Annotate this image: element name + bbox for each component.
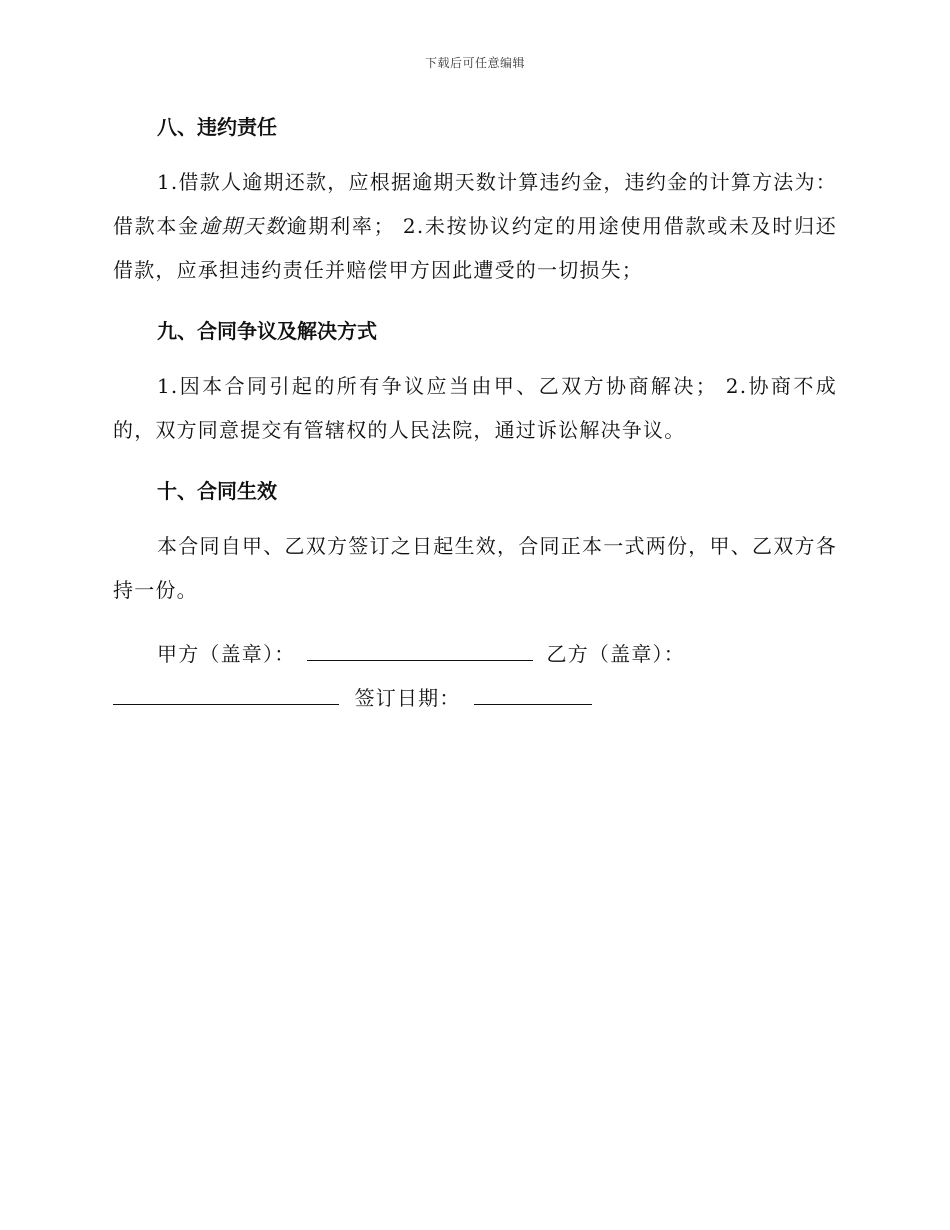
breach-text-part1: 1.借款人逾期还款，应根据逾期天数计算违约金，违约金的计算方法为：借款本金 xyxy=(113,170,837,238)
section-paragraph-dispute: 1.因本合同引起的所有争议应当由甲、乙双方协商解决； 2.协商不成的，双方同意提交有管辖权的人民法院，通过诉讼解决争议。 xyxy=(113,374,837,442)
section-heading-dispute: 九、合同争议及解决方式 xyxy=(157,319,377,343)
party-b-signature-line[interactable] xyxy=(113,682,339,705)
party-b-label: 乙方（盖章）： xyxy=(546,642,685,666)
signature-row-1 xyxy=(113,632,837,676)
date-label: 签订日期： xyxy=(354,686,461,710)
section-paragraph-effect: 本合同自甲、乙双方签订之日起生效，合同正本一式两份，甲、乙双方各持一份。 xyxy=(113,534,837,602)
party-a-signature-line[interactable] xyxy=(307,638,533,661)
breach-text-italic: 逾期天数 xyxy=(199,214,287,238)
party-a-label: 甲方（盖章）： xyxy=(157,642,296,666)
document-body xyxy=(113,108,837,720)
breach-text-part2: 逾期利率； 2.未按协议约定的用途使用借款或未及时归还借款，应承担违约责任并赔偿甲方因此遭受的一切损失； xyxy=(113,214,837,282)
signature-row-2 xyxy=(113,676,837,720)
date-line[interactable] xyxy=(474,682,592,705)
section-paragraph-breach xyxy=(113,160,837,292)
signature-block xyxy=(113,632,837,720)
page-header: 下载后可任意编辑 xyxy=(424,56,525,70)
section-heading-breach: 八、违约责任 xyxy=(157,115,277,139)
section-heading-effect: 十、合同生效 xyxy=(157,479,277,503)
